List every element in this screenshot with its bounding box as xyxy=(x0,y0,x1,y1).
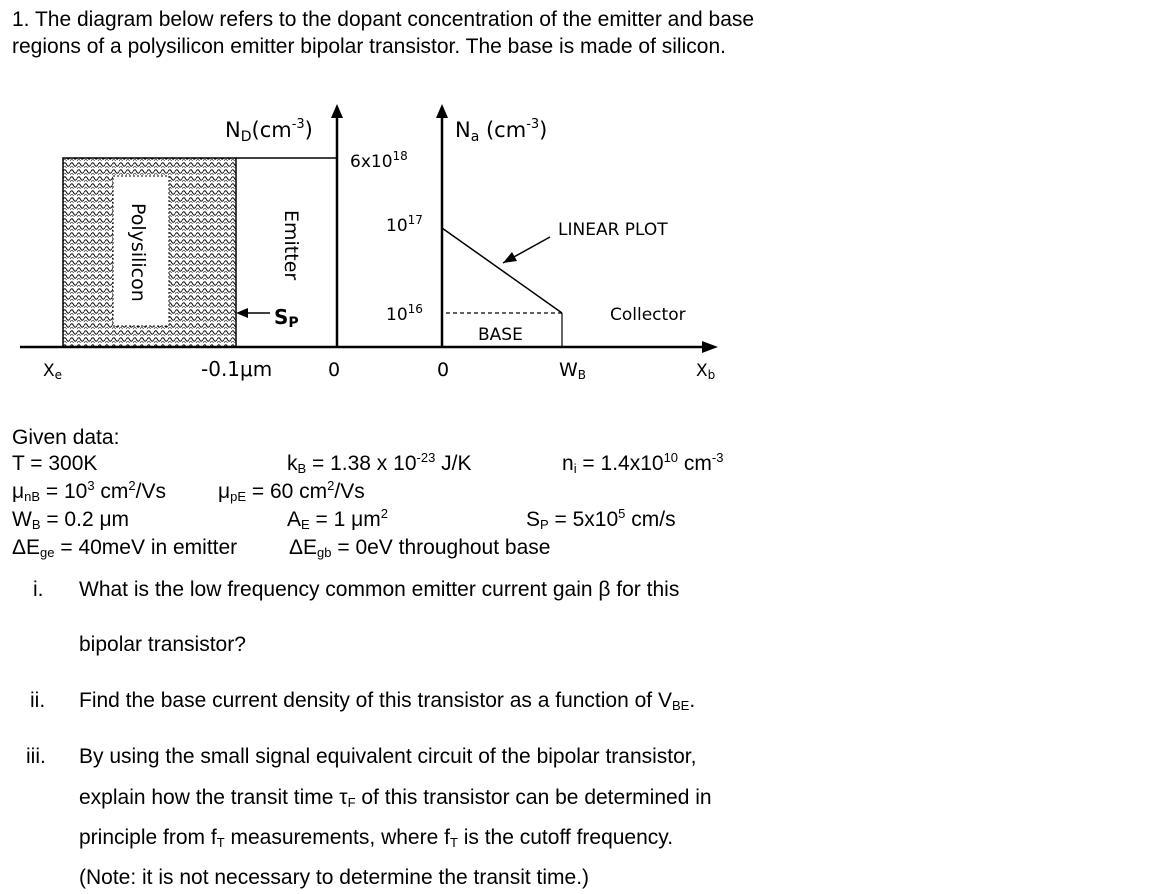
question-3-line-3: principle from $f_T$ measurements, where $f_T$ is the cutoff frequency. xyxy=(79,826,674,850)
linear-plot-arrow-icon xyxy=(503,252,517,263)
given-base-bandgap-narrowing: $\Delta E_{gb} = 0eV$ throughout base xyxy=(289,536,551,560)
problem-intro xyxy=(12,6,912,60)
given-hole-mobility: $\mu_{pE} = 60$ $cm^2/Vs$ xyxy=(218,478,365,504)
question-3-number: iii. xyxy=(26,745,46,768)
question-3-line-1: By using the small signal equivalent circuit of the bipolar transistor, xyxy=(79,745,697,768)
wb-label: WB xyxy=(559,359,587,382)
given-emitter-bandgap-narrowing: $\Delta E_{ge} = 40meV$ in emitter xyxy=(12,536,238,560)
base-zero-label: 0 xyxy=(437,359,450,381)
na-axis-label: Na $(cm^{-3})$ xyxy=(455,117,548,145)
nd-axis-label: $ND(cm^{-3})$ xyxy=(225,117,313,145)
given-electron-mobility: $\mu_{nB} = 10^3$ $cm^2/Vs$ xyxy=(12,478,166,504)
question-1-line-1: What is the low frequency common emitter current gain β for this xyxy=(79,578,680,601)
question-3-line-2: explain how the transit time $\tau_F$ of this transistor can be determined in xyxy=(79,786,712,810)
given-emitter-area: $A_E = 1$ $\mu m^2$ xyxy=(287,506,388,532)
xb-label: Xb xyxy=(696,361,716,382)
dopant-concentration-diagram xyxy=(0,95,740,395)
question-1-line-2: bipolar transistor? xyxy=(79,633,246,656)
base-high-level-label: $10^{17}$ xyxy=(386,213,423,236)
given-surface-recombination: $S_P = 5x10^5$ cm/s xyxy=(526,506,676,532)
emitter-level-label: $6x10^{18}$ xyxy=(350,149,408,172)
given-heading: Given data: xyxy=(12,426,120,449)
question-1-number: i. xyxy=(33,578,44,601)
sp-label: SP xyxy=(274,305,299,331)
base-low-level-label: $10^{16}$ xyxy=(386,302,423,325)
given-intrinsic-carrier: $n_i = 1.4x10^{10}$ $cm^{-3}$ xyxy=(562,450,724,476)
emitter-zero-label: 0 xyxy=(328,359,341,381)
given-base-width: $W_B = 0.2$ μm xyxy=(12,508,130,532)
given-boltzmann: $k_B = 1.38$ x $10^{-23}$ J/K xyxy=(287,450,472,476)
question-3-line-4: (Note: it is not necessary to determine the transit time.) xyxy=(79,866,590,889)
xe-label: Xe xyxy=(43,361,63,382)
na-axis-arrow-icon xyxy=(436,104,448,118)
base-label: BASE xyxy=(478,325,523,345)
polysilicon-label: Polysilicon xyxy=(127,203,149,302)
question-2-line-1: Find the base current density of this transistor as a function of $V_{BE}$. xyxy=(79,689,696,713)
intro-line-1: 1. The diagram below refers to the dopant concentration of the emitter and base xyxy=(12,8,755,31)
sp-arrow-icon xyxy=(236,308,248,318)
given-temperature: T = 300K xyxy=(12,452,98,475)
position-axis-arrow-icon xyxy=(702,341,718,353)
linear-plot-label: LINEAR PLOT xyxy=(558,220,668,240)
emitter-label: Emitter xyxy=(280,210,302,281)
collector-label: Collector xyxy=(610,305,686,325)
nd-axis-arrow-icon xyxy=(331,104,343,118)
question-2-number: ii. xyxy=(30,689,46,712)
intro-line-2: regions of a polysilicon emitter bipolar transistor. The base is made of silicon. xyxy=(12,35,726,58)
neg-depth-label: -0.1μm xyxy=(201,357,273,381)
